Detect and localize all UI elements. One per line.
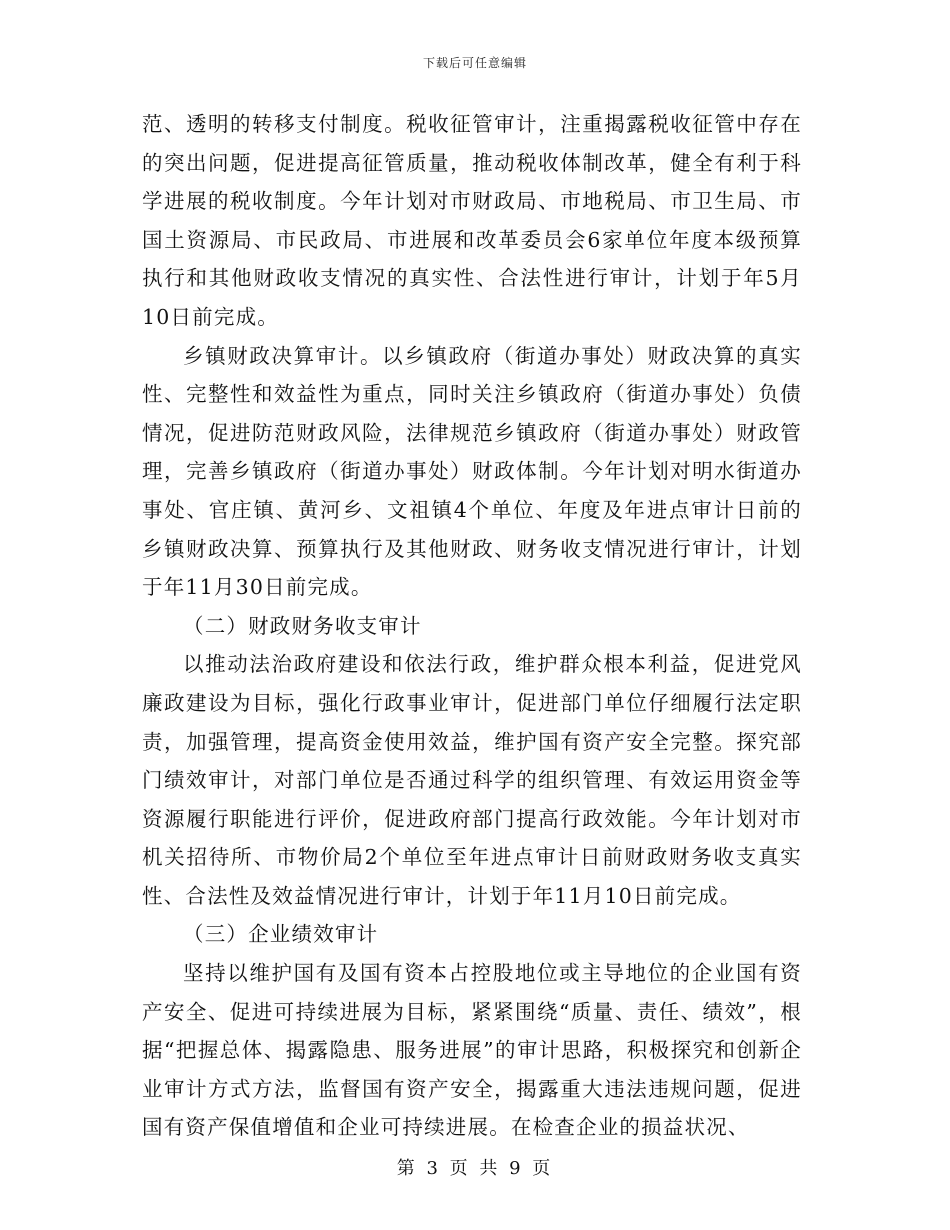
paragraph-administrative-audit: 以推动法治政府建设和依法行政，维护群众根本利益，促进党风廉政建设为目标，强化行政事业审计，促进部门单位仔细履行法定职责，加强管理，提高资金使用效益，维护国有资产安全完整。探究部门绩效审计，对部门单位是否通过科学的组织管理、有效运用资金等资源履行职能进行评价，促进政府部门提高行政效能。今年计划对市机关招待所、市物价局2个单位至年进点审计日前财政财务收支真实性、合法性及效益情况进行审计，计划于年11月10日前完成。 <box>142 652 802 908</box>
paragraph-enterprise-audit: 坚持以维护国有及国有资本占控股地位或主导地位的企业国有资产安全、促进可持续进展为目标，紧紧围绕“质量、责任、绩效”，根据“把握总体、揭露隐患、服务进展”的审计思路，积极探究和创新企业审计方式方法，监督国有资产安全，揭露重大违法违规问题，促进国有资产保值增值和企业可持续进展。在检查企业的损益状况、 <box>142 961 802 1140</box>
paragraph-township-final-accounts-audit: 乡镇财政决算审计。以乡镇政府（街道办事处）财政决算的真实性、完整性和效益性为重点，同时关注乡镇政府（街道办事处）负债情况，促进防范财政风险，法律规范乡镇政府（街道办事处）财政管理，完善乡镇政府（街道办事处）财政体制。今年计划对明水街道办事处、官庄镇、黄河乡、文祖镇4个单位、年度及年进点审计日前的乡镇财政决算、预算执行及其他财政、财务收支情况进行审计，计划于年11月30日前完成。 <box>142 343 802 600</box>
section-heading-enterprise-performance-audit: （三）企业绩效审计 <box>183 922 379 947</box>
paragraph-transfer-payment-tax-audit: 范、透明的转移支付制度。税收征管审计，注重揭露税收征管中存在的突出问题，促进提高征管质量，推动税收体制改革，健全有利于科学进展的税收制度。今年计划对市财政局、市地税局、市卫生局、市国土资源局、市民政局、市进展和改革委员会6家单位年度本级预算执行和其他财政收支情况的真实性、合法性进行审计，计划于年5月10日前完成。 <box>142 112 802 329</box>
section-heading-financial-revenue-expenditure-audit: （二）财政财务收支审计 <box>183 613 422 638</box>
document-body <box>142 105 802 1147</box>
page-number-footer: 第 3 页 共 9 页 <box>396 1158 554 1179</box>
page-header-note: 下载后可任意编辑 <box>422 56 527 70</box>
